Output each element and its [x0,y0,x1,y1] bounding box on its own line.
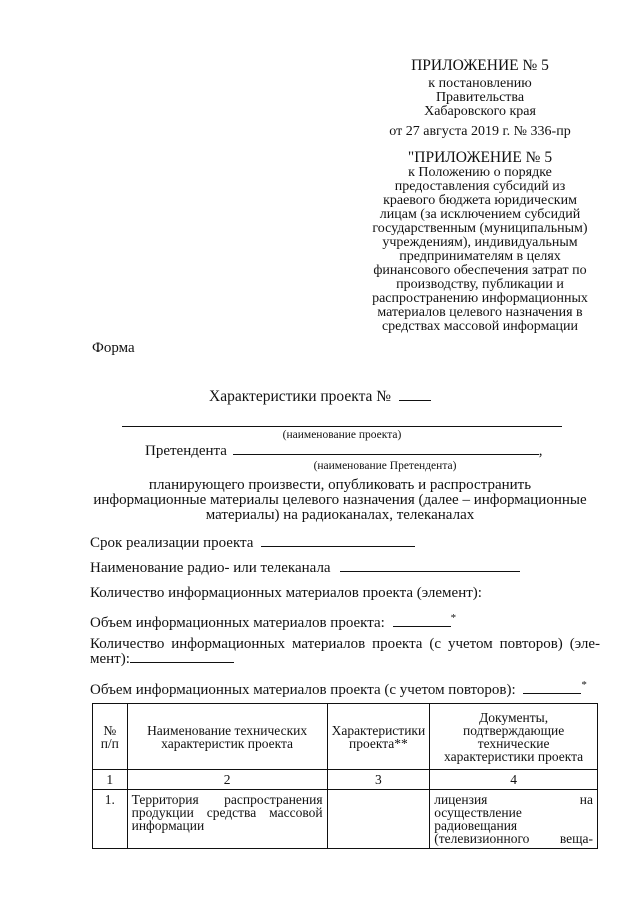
volume-label: Объем информационных материалов проекта: [90,615,385,631]
project-name-blank[interactable] [122,426,562,427]
term-field [90,535,600,551]
document-title [0,388,640,406]
regulation-line: материалов целевого назначения в [377,305,583,320]
row-value[interactable] [327,790,430,849]
regulation-line: предпринимателям в целях [399,249,561,264]
count-label: Количество информационных материалов проекта (элемент): [90,585,482,601]
intro-line: материалы) на радиоканалах, телеканалах [205,507,475,523]
form-label: Форма [92,340,135,356]
count-repeat-label-cont: мент): [90,651,130,667]
table-row [93,790,598,849]
decree-line: Правительства [435,90,525,105]
header-cell: Наименование технических характеристик проекта [127,704,327,770]
applicant-name-blank[interactable] [233,454,539,455]
intro-paragraph [80,478,600,523]
count-repeat-blank[interactable] [130,662,234,663]
term-blank[interactable] [261,546,415,547]
appendix-title: ПРИЛОЖЕНИЕ № 5 [411,57,549,74]
volume-asterisk: * [450,612,457,624]
title-text: Характеристики проекта № [209,388,392,405]
header-cell: Документы, подтверждающие технические характеристики проекта [430,704,598,770]
table-header-row [93,704,598,770]
row-docs: лицензия на осуществление радиовещания (телевизионного веща- [430,790,598,849]
volume-repeat-field [90,677,600,698]
column-number-row [93,770,598,790]
count-repeat-field [90,636,600,652]
count-repeat-label: Количество информационных материалов проекта (с учетом повторов) (эле- [90,636,600,652]
regulation-line: распространению информационных [372,291,588,306]
header-cell: № п/п [93,704,128,770]
volume-blank[interactable] [393,626,451,627]
intro-line: планирующего произвести, опубликовать и распространить [148,477,532,493]
applicant-label: Претендента [145,443,227,459]
regulation-line: краевого бюджета юридическим [383,193,577,208]
channel-field [90,560,600,576]
project-name-caption: (наименование проекта) [282,429,402,441]
volume-repeat-blank[interactable] [523,693,581,694]
volume-repeat-asterisk: * [581,679,587,691]
regulation-line: учреждениям), индивидуальным [382,235,578,250]
characteristics-table [92,703,598,849]
volume-field [90,610,600,631]
regulation-line: финансового обеспечения затрат по [373,263,587,278]
count-field [90,585,600,601]
decree-date: от 27 августа 2019 г. № 336-пр [389,124,571,139]
applicant-caption: (наименование Претендента) [313,460,457,472]
column-number: 2 [127,770,327,790]
regulation-appendix-title: "ПРИЛОЖЕНИЕ № 5 [407,149,553,166]
regulation-line: производству, публикации и [396,277,564,292]
header-cell: Характеристики проекта** [327,704,430,770]
channel-label: Наименование радио- или телеканала [90,560,331,576]
project-number-blank[interactable] [399,400,431,401]
appendix-header [355,57,605,139]
applicant-row: Претендента , [145,443,543,459]
count-repeat-field-cont [90,651,600,667]
channel-blank[interactable] [340,571,520,572]
regulation-line: предоставления субсидий из [394,179,566,194]
term-label: Срок реализации проекта [90,535,254,551]
regulation-appendix-header [355,150,605,334]
volume-repeat-label: Объем информационных материалов проекта (с учетом повторов): [90,682,516,698]
regulation-line: средствах массовой информации [381,319,579,334]
column-number: 1 [93,770,128,790]
decree-line: Хабаровского края [424,104,536,119]
regulation-line: лицам (за исключением субсидий [379,207,581,222]
decree-line: к постановлению [428,76,532,91]
row-number: 1. [93,790,128,849]
column-number: 4 [430,770,598,790]
regulation-line: государственным (муниципальным) [372,221,588,236]
row-name: Территория распространения продукции средства массовой информации [127,790,327,849]
regulation-line: к Положению о порядке [408,165,552,180]
column-number: 3 [327,770,430,790]
intro-line: информационные материалы целевого назначения (далее – информационные [93,492,587,508]
